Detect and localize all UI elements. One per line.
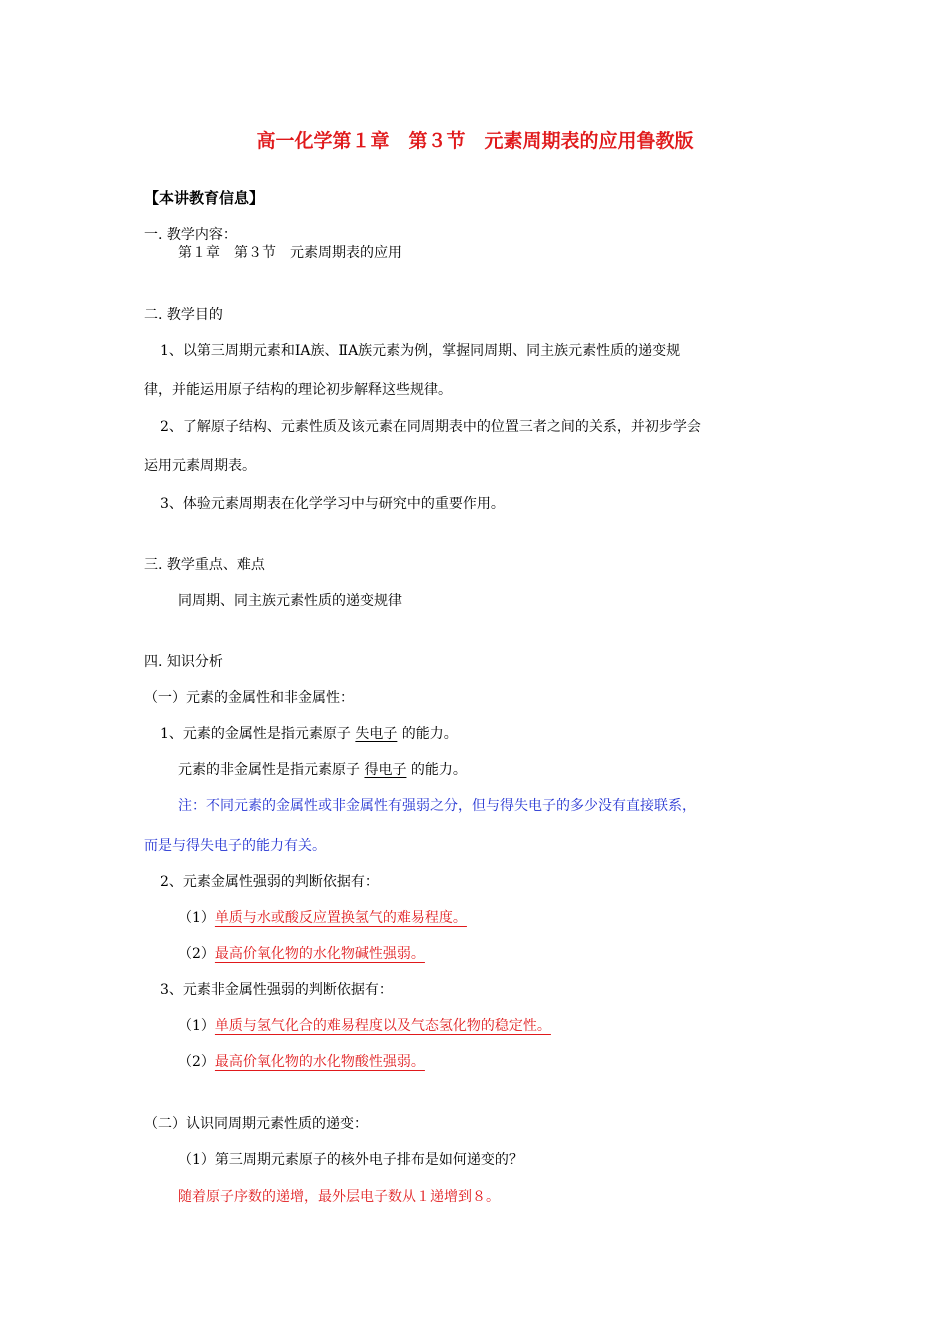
section-3-heading: 三. 教学重点、难点: [144, 557, 265, 573]
note-line-1: 注：不同元素的金属性或非金属性有强弱之分，但与得失电子的多少没有直接联系，: [178, 798, 696, 814]
goal-1-line-1: 1、以第三周期元素和ⅠA族、ⅡA族元素为例，掌握同周期、同主族元素性质的递变规: [160, 343, 681, 359]
section-4-heading: 四. 知识分析: [144, 654, 223, 670]
nonmetallic-criterion-2: （2）最高价氧化物的水化物酸性强弱。: [178, 1054, 425, 1070]
question-1: （1）第三周期元素原子的核外电子排布是如何递变的？: [178, 1152, 523, 1168]
goal-1-line-2: 律，并能运用原子结构的理论初步解释这些规律。: [144, 382, 452, 398]
metallic-criteria-heading: 2、元素金属性强弱的判断依据有：: [160, 874, 379, 890]
metallic-criterion-2: （2）最高价氧化物的水化物碱性强弱。: [178, 946, 425, 962]
fill-blank-lose-electrons: 失电子: [355, 726, 398, 742]
nonmetallic-criteria-heading: 3、元素非金属性强弱的判断依据有：: [160, 982, 393, 998]
nonmetallic-criterion-1: （1）单质与氢气化合的难易程度以及气态氢化物的稳定性。: [178, 1018, 551, 1034]
goal-2-line-2: 运用元素周期表。: [144, 458, 256, 474]
nonmetallicity-definition: 元素的非金属性是指元素原子 得电子 的能力。: [178, 762, 467, 778]
subsection-1-heading: （一）元素的金属性和非金属性：: [144, 690, 354, 706]
answer-1: 随着原子序数的递增，最外层电子数从１递增到８。: [178, 1189, 500, 1205]
section-header: 【本讲教育信息】: [144, 189, 265, 207]
metallic-criterion-1: （1）单质与水或酸反应置换氢气的难易程度。: [178, 910, 467, 926]
document-title: 高一化学第１章 第３节 元素周期表的应用鲁教版: [256, 130, 694, 152]
metallicity-definition: 1、元素的金属性是指元素原子 失电子 的能力。: [160, 726, 458, 742]
goal-3: 3、体验元素周期表在化学学习中与研究中的重要作用。: [160, 496, 505, 512]
fill-blank-gain-electrons: 得电子: [364, 762, 407, 778]
section-3-content: 同周期、同主族元素性质的递变规律: [178, 593, 402, 609]
section-2-heading: 二. 教学目的: [144, 307, 223, 323]
section-1-content: 第１章 第３节 元素周期表的应用: [178, 245, 402, 261]
subsection-2-heading: （二）认识同周期元素性质的递变：: [144, 1116, 368, 1132]
section-1-heading: 一. 教学内容：: [144, 227, 237, 243]
goal-2-line-1: 2、了解原子结构、元素性质及该元素在同周期表中的位置三者之间的关系，并初步学会: [160, 419, 701, 435]
note-line-2: 而是与得失电子的能力有关。: [144, 838, 326, 854]
